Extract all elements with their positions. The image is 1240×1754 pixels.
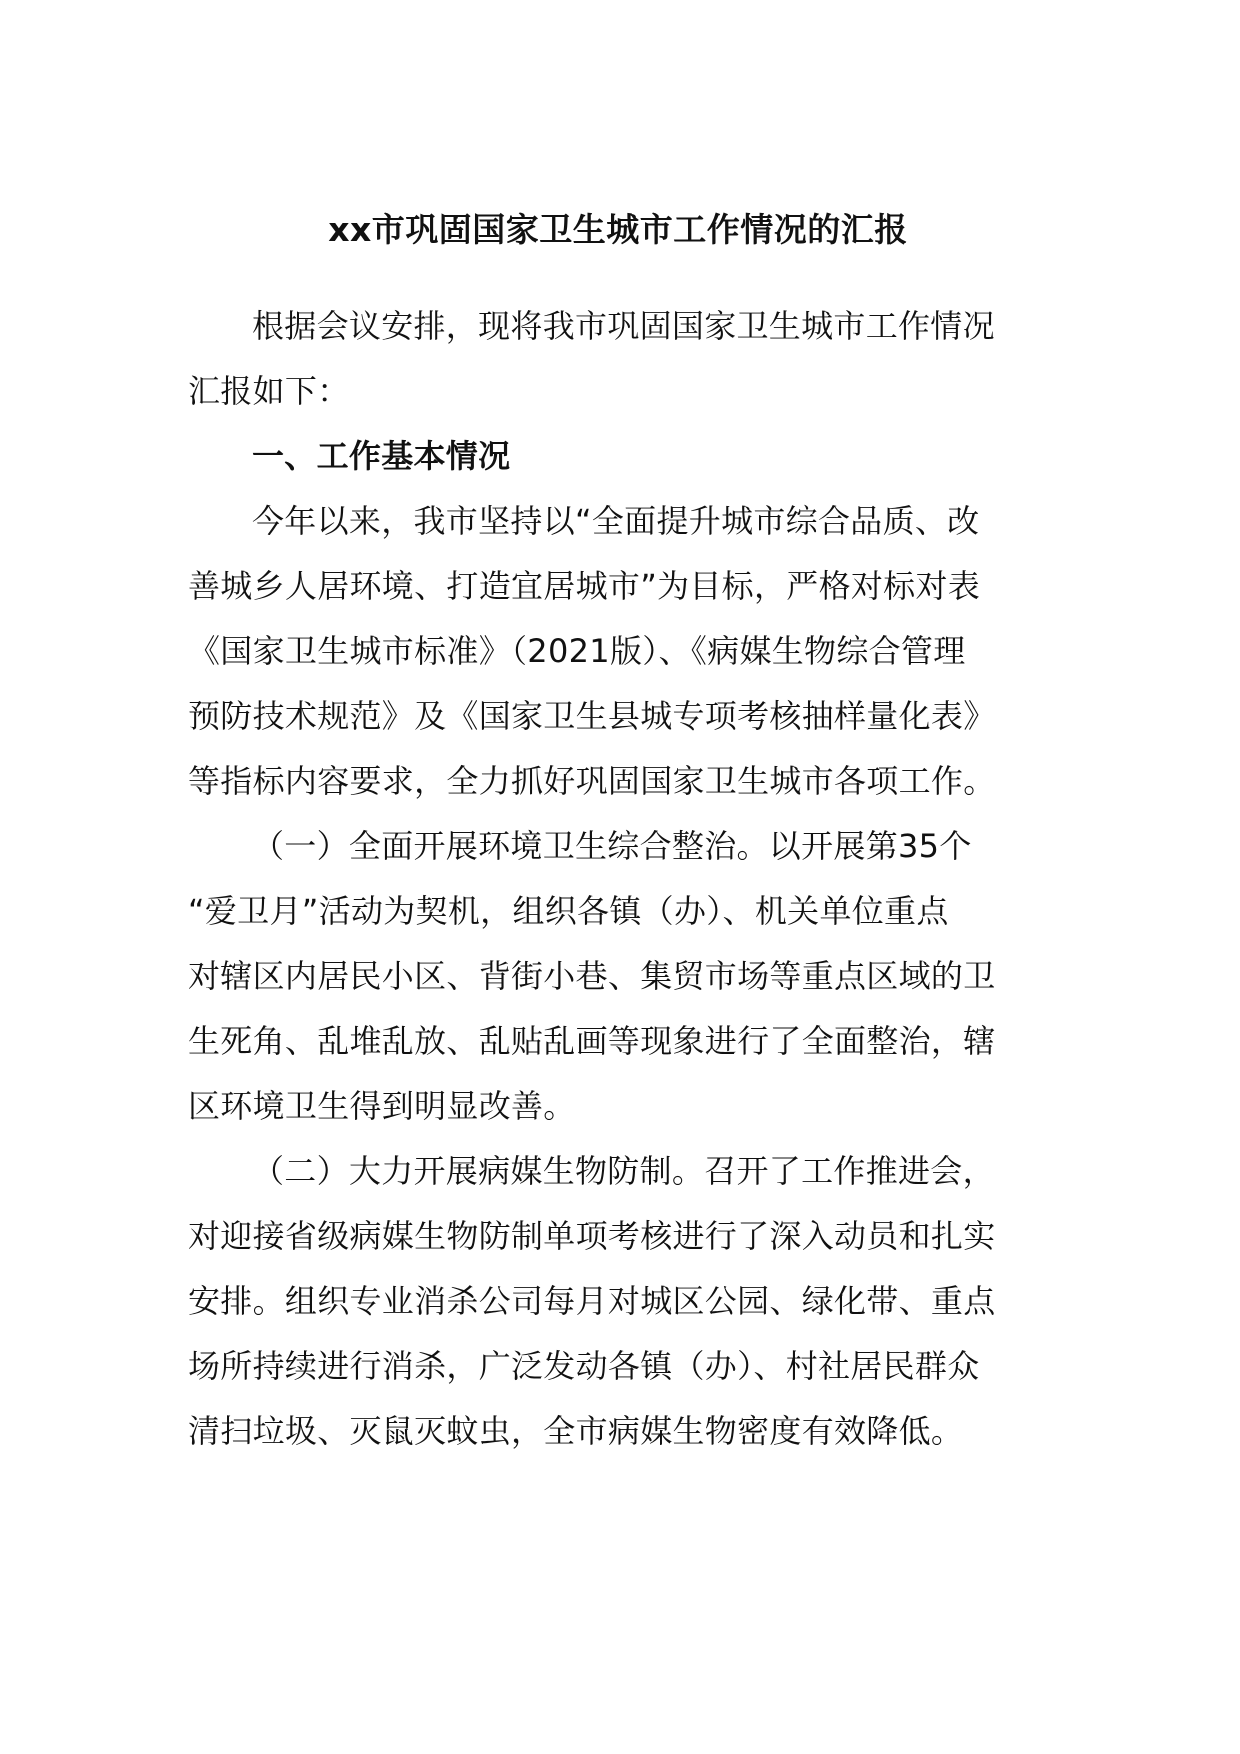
- intro-line: 汇报如下：: [188, 372, 350, 410]
- paragraph-line: （二）大力开展病媒生物防制。召开了工作推进会，: [252, 1152, 995, 1190]
- paragraph-line: 对迎接省级病媒生物防制单项考核进行了深入动员和扎实: [188, 1217, 996, 1255]
- paragraph-line: 场所持续进行消杀，广泛发动各镇（办）、村社居民群众: [188, 1347, 980, 1385]
- paragraph-line: 善城乡人居环境、打造宜居城市”为目标，严格对标对表: [188, 567, 981, 605]
- paragraph-line: 区环境卫生得到明显改善。: [188, 1087, 576, 1125]
- section-heading: 一、工作基本情况: [252, 437, 511, 475]
- intro-paragraph: [188, 294, 1048, 424]
- paragraph-line: 安排。组织专业消杀公司每月对城区公园、绿化带、重点: [188, 1282, 996, 1320]
- document-title: xx市巩固国家卫生城市工作情况的汇报: [328, 210, 908, 249]
- overview-paragraph: [188, 489, 1048, 814]
- paragraph-line: （一）全面开展环境卫生综合整治。以开展第35个: [252, 827, 972, 865]
- paragraph-line: 等指标内容要求，全力抓好巩固国家卫生城市各项工作。: [188, 762, 996, 800]
- document-body: [188, 200, 1048, 1464]
- paragraph-line: 今年以来，我市坚持以“全面提升城市综合品质、改: [252, 502, 980, 540]
- paragraph-line: 生死角、乱堆乱放、乱贴乱画等现象进行了全面整治，辖: [188, 1022, 996, 1060]
- item-2-paragraph: [188, 1139, 1048, 1464]
- paragraph-line: 清扫垃圾、灭鼠灭蚊虫，全市病媒生物密度有效降低。: [188, 1412, 964, 1450]
- intro-line: 根据会议安排，现将我市巩固国家卫生城市工作情况: [252, 307, 995, 345]
- paragraph-line: 预防技术规范》及《国家卫生县城专项考核抽样量化表》: [188, 697, 996, 735]
- paragraph-line: “爱卫月”活动为契机，组织各镇（办）、机关单位重点: [188, 892, 949, 930]
- paragraph-line: 《国家卫生城市标准》（2021版）、《病媒生物综合管理: [188, 632, 966, 670]
- paragraph-line: 对辖区内居民小区、背街小巷、集贸市场等重点区域的卫: [188, 957, 996, 995]
- item-1-paragraph: [188, 814, 1048, 1139]
